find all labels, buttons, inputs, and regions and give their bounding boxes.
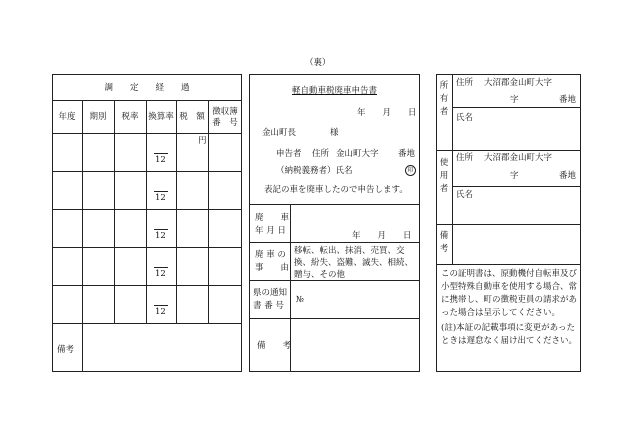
user-address-value: 大沼郡金山町大字 xyxy=(484,153,553,163)
conversion-denominator: 12 xyxy=(155,231,166,241)
scrap-reason-label: 廃 車 の 事 由 xyxy=(255,250,290,273)
user-label: 使用者 xyxy=(439,158,449,194)
page-header: （裏） xyxy=(305,58,331,68)
form-title: 軽自動車税廃車申告書 xyxy=(291,86,377,96)
left-remarks-label: 備考 xyxy=(57,345,75,355)
owner-address-label: 住所 xyxy=(456,78,474,88)
owner-name-label: 氏名 xyxy=(456,113,474,123)
col-conversion-rate: 換算率 xyxy=(148,112,174,122)
center-remarks-label: 備 考 xyxy=(257,341,292,351)
user-aza: 字 xyxy=(510,171,519,181)
address-label: 住所 xyxy=(312,149,330,159)
notice-number-value: № xyxy=(296,295,305,305)
declaration-statement: 表記の車を廃車したので申告します。 xyxy=(264,185,408,195)
col-tax-amount: 税 額 xyxy=(179,112,205,122)
certificate-notice: この証明書は、原動機付自転車及び小型特殊自動車を使用する場合、常に携帯し、町の徴税吏員の請求があった場合は呈示してください。 xyxy=(441,269,578,318)
declarant-label: 申告者 xyxy=(276,149,302,159)
notice-number-label: 県の通知 書 番 号 xyxy=(253,288,288,311)
conversion-denominator: 12 xyxy=(155,269,166,279)
scrap-date-label: 廃 車 年 月 日 xyxy=(255,213,290,236)
owner-banchi: 番地 xyxy=(559,95,577,105)
addressee: 金山町長 様 xyxy=(262,128,339,138)
col-ledger-number: 徴収簿番 号 xyxy=(212,107,238,128)
taxpayer-name-label: （納税義務者）氏名 xyxy=(276,166,353,176)
declaration-date: 年 月 日 xyxy=(357,108,417,118)
col-fiscal-year: 年度 xyxy=(58,112,76,122)
address-suffix: 番地 xyxy=(398,149,416,159)
conversion-denominator: 12 xyxy=(155,307,166,317)
col-tax-rate: 税率 xyxy=(121,112,139,122)
seal-mark: 印 xyxy=(405,165,416,176)
user-address-label: 住所 xyxy=(456,153,474,163)
col-period: 期別 xyxy=(89,112,107,122)
adjustment-history-title: 調 定 経 過 xyxy=(104,83,190,93)
user-banchi: 番地 xyxy=(559,171,577,181)
conversion-denominator: 12 xyxy=(155,193,166,203)
owner-aza: 字 xyxy=(510,95,519,105)
scrap-date-value: 年 月 日 xyxy=(352,231,412,241)
owner-label: 所有者 xyxy=(439,81,449,117)
address-value: 金山町大字 xyxy=(336,149,379,159)
tax-unit-yen: 円 xyxy=(198,136,207,146)
owner-address-value: 大沼郡金山町大字 xyxy=(484,78,553,88)
user-name-label: 氏名 xyxy=(456,190,474,200)
scrap-reason-options: 移転、転出、抹消、売買、交換、紛失、盗難、滅失、相続、贈与、その他 xyxy=(294,246,414,280)
certificate-note: (註)本証の記載事項に変更があったときは遅怠なく届け出てください。 xyxy=(441,323,578,346)
right-remarks-label: 備考 xyxy=(439,231,449,254)
conversion-denominator: 12 xyxy=(155,155,166,165)
